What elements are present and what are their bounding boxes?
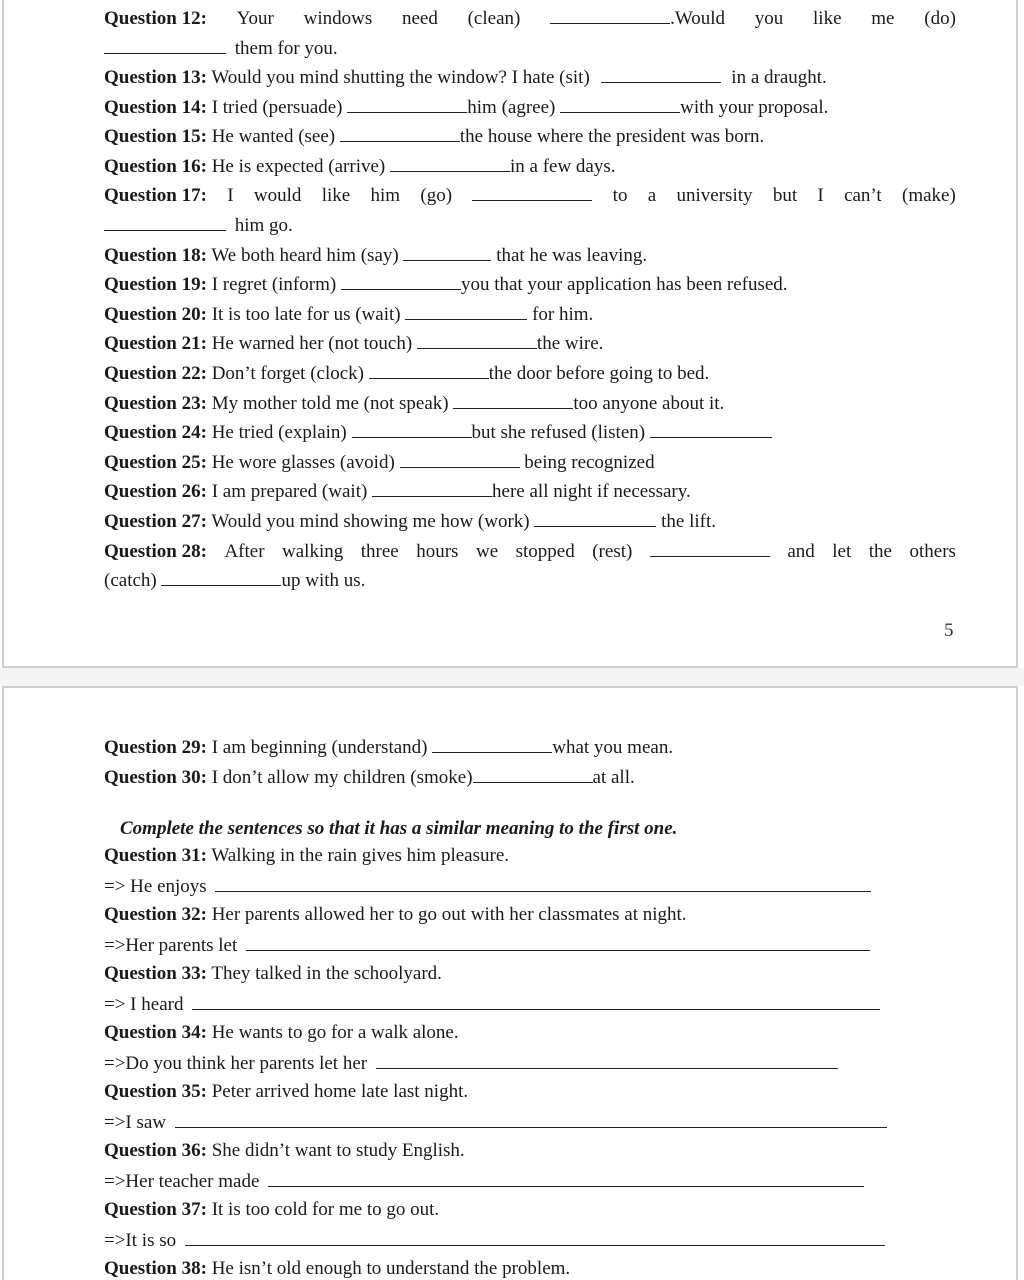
question-33: Question 33: They talked in the schoolyard. (104, 963, 442, 984)
question-label: Question 35: (104, 1081, 207, 1102)
question-label: Question 37: (104, 1199, 207, 1220)
question-label: Question 22: (104, 363, 207, 384)
question-12: Question 12: Your windows need (clean) .Would you like me (do) (104, 5, 956, 31)
question-12-continued: them for you. (104, 35, 956, 61)
question-29: Question 29: I am beginning (understand) what you mean. (104, 734, 956, 760)
question-label: Question 12: (104, 8, 207, 29)
question-25: Question 25: He wore glasses (avoid) being recognized (104, 449, 956, 475)
answer-blank[interactable] (417, 330, 537, 349)
question-label: Question 25: (104, 452, 207, 473)
answer-blank[interactable] (161, 567, 281, 586)
question-33-answer: => I heard (104, 991, 956, 1017)
question-19: Question 19: I regret (inform) you that your application has been refused. (104, 271, 956, 297)
question-label: Question 31: (104, 845, 207, 866)
answer-line[interactable] (376, 1050, 838, 1069)
question-35: Question 35: Peter arrived home late last night. (104, 1081, 469, 1102)
answer-line[interactable] (246, 932, 870, 951)
question-15: Question 15: He wanted (see) the house where the president was born. (104, 123, 956, 149)
question-31: Question 31: Walking in the rain gives him pleasure. (104, 845, 510, 866)
answer-blank[interactable] (472, 182, 592, 201)
question-23: Question 23: My mother told me (not speak) too anyone about it. (104, 390, 956, 416)
question-label: Question 36: (104, 1140, 207, 1161)
question-label: Question 38: (104, 1258, 207, 1279)
answer-blank[interactable] (432, 734, 552, 753)
question-label: Question 34: (104, 1022, 207, 1043)
answer-blank[interactable] (403, 242, 491, 261)
question-label: Question 27: (104, 511, 207, 532)
question-30: Question 30: I don’t allow my children (smoke) at all. (104, 764, 956, 790)
question-28-continued: (catch) up with us. (104, 567, 956, 593)
question-label: Question 15: (104, 126, 207, 147)
question-32: Question 32: Her parents allowed her to go out with her classmates at night. (104, 904, 687, 925)
answer-blank[interactable] (405, 301, 527, 320)
answer-line[interactable] (185, 1227, 885, 1246)
question-28: Question 28: After walking three hours we stopped (rest) and let the others (104, 538, 956, 564)
question-32-answer: =>Her parents let (104, 932, 956, 958)
answer-blank[interactable] (341, 271, 461, 290)
answer-blank[interactable] (347, 94, 467, 113)
question-label: Question 19: (104, 274, 207, 295)
section-instruction: Complete the sentences so that it has a similar meaning to the first one. (120, 818, 678, 839)
answer-blank[interactable] (534, 508, 656, 527)
question-label: Question 32: (104, 904, 207, 925)
answer-blank[interactable] (104, 212, 226, 231)
question-14: Question 14: I tried (persuade) him (agree) with your proposal. (104, 94, 956, 120)
question-22: Question 22: Don’t forget (clock) the door before going to bed. (104, 360, 956, 386)
question-label: Question 26: (104, 481, 207, 502)
answer-blank[interactable] (560, 94, 680, 113)
answer-blank[interactable] (400, 449, 520, 468)
page-gap (0, 668, 1024, 686)
question-label: Question 23: (104, 393, 207, 414)
page-number: 5 (944, 620, 954, 641)
answer-blank[interactable] (390, 153, 510, 172)
answer-line[interactable] (175, 1109, 887, 1128)
answer-blank[interactable] (650, 419, 772, 438)
answer-blank[interactable] (601, 64, 721, 83)
answer-blank[interactable] (650, 538, 770, 557)
answer-blank[interactable] (453, 390, 573, 409)
question-label: Question 13: (104, 67, 207, 88)
question-37-answer: =>It is so (104, 1227, 956, 1253)
question-17: Question 17: I would like him (go) to a university but I can’t (make) (104, 182, 956, 208)
answer-blank[interactable] (369, 360, 489, 379)
question-20: Question 20: It is too late for us (wait) for him. (104, 301, 956, 327)
question-label: Question 17: (104, 185, 207, 206)
answer-line[interactable] (215, 873, 871, 892)
answer-blank[interactable] (104, 35, 226, 54)
question-21: Question 21: He warned her (not touch) the wire. (104, 330, 956, 356)
question-35-answer: =>I saw (104, 1109, 956, 1135)
answer-blank[interactable] (352, 419, 472, 438)
question-label: Question 24: (104, 422, 207, 443)
question-13: Question 13: Would you mind shutting the window? I hate (sit) in a draught. (104, 64, 956, 90)
answer-blank[interactable] (550, 5, 670, 24)
question-36-answer: =>Her teacher made (104, 1168, 956, 1194)
question-37: Question 37: It is too cold for me to go out. (104, 1199, 440, 1220)
question-label: Question 21: (104, 333, 207, 354)
answer-line[interactable] (192, 991, 880, 1010)
question-31-answer: => He enjoys (104, 873, 956, 899)
question-27: Question 27: Would you mind showing me how (work) the lift. (104, 508, 956, 534)
answer-blank[interactable] (372, 478, 492, 497)
question-17-continued: him go. (104, 212, 956, 238)
question-label: Question 30: (104, 767, 207, 788)
question-34-answer: =>Do you think her parents let her (104, 1050, 956, 1076)
question-label: Question 16: (104, 156, 207, 177)
question-16: Question 16: He is expected (arrive) in a few days. (104, 153, 956, 179)
answer-blank[interactable] (473, 764, 593, 783)
answer-line[interactable] (268, 1168, 864, 1187)
question-label: Question 29: (104, 737, 207, 758)
answer-blank[interactable] (340, 123, 460, 142)
question-label: Question 28: (104, 541, 207, 562)
question-18: Question 18: We both heard him (say) that he was leaving. (104, 242, 956, 268)
question-label: Question 20: (104, 304, 207, 325)
question-26: Question 26: I am prepared (wait) here all night if necessary. (104, 478, 956, 504)
question-label: Question 14: (104, 97, 207, 118)
question-24: Question 24: He tried (explain) but she refused (listen) (104, 419, 956, 445)
question-34: Question 34: He wants to go for a walk alone. (104, 1022, 459, 1043)
question-36: Question 36: She didn’t want to study English. (104, 1140, 465, 1161)
question-label: Question 18: (104, 245, 207, 266)
question-label: Question 33: (104, 963, 207, 984)
question-38: Question 38: He isn’t old enough to understand the problem. (104, 1258, 571, 1279)
